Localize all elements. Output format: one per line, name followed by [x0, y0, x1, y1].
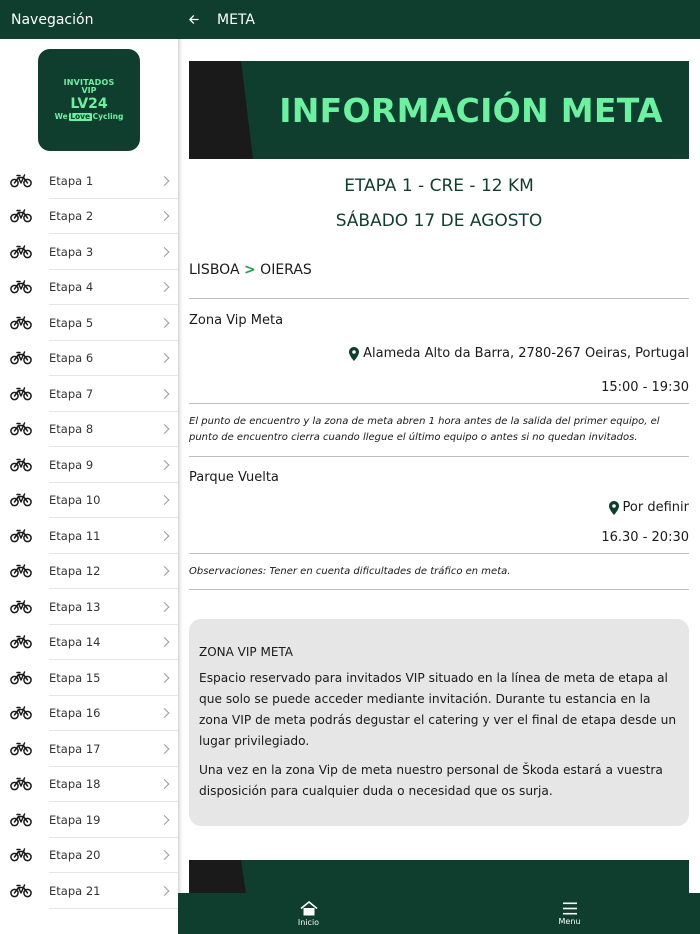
sidebar-item-label: Etapa 21 — [49, 883, 101, 898]
route-separator: > — [243, 262, 256, 278]
bike-icon — [10, 351, 32, 365]
sidebar-item-etapa-2[interactable] — [0, 199, 178, 235]
sidebar-item-etapa-6[interactable] — [0, 341, 178, 377]
sidebar-item-etapa-16[interactable] — [0, 696, 178, 732]
sidebar-item-label: Etapa 1 — [49, 173, 94, 188]
sidebar-item-label: Etapa 7 — [49, 386, 94, 401]
sidebar-item-etapa-19[interactable] — [0, 802, 178, 838]
bike-icon — [10, 316, 32, 330]
page-title: META — [217, 11, 255, 28]
divider — [189, 403, 689, 404]
logo-we: We — [54, 112, 68, 122]
bike-icon — [10, 742, 32, 756]
main-content[interactable] — [178, 39, 700, 893]
bike-icon — [10, 813, 32, 827]
sidebar-item-etapa-4[interactable] — [0, 270, 178, 306]
sidebar-item-etapa-10[interactable] — [0, 483, 178, 519]
route-from: LISBOA — [189, 262, 240, 278]
sidebar-item-etapa-18[interactable] — [0, 767, 178, 803]
bike-icon — [10, 458, 32, 472]
park-note: Observaciones: Tener en cuenta dificultades de tráfico en meta. — [189, 566, 511, 577]
logo-container — [0, 39, 178, 163]
bike-icon — [10, 671, 32, 685]
next-banner — [189, 860, 689, 893]
bike-icon — [10, 777, 32, 791]
top-bar — [178, 0, 700, 39]
sidebar-item-label: Etapa 11 — [49, 528, 101, 543]
bottom-nav — [178, 893, 700, 934]
bike-icon — [10, 422, 32, 436]
stage-list — [0, 163, 178, 909]
vip-zone-hours: 15:00 - 19:30 — [601, 380, 689, 395]
route-to: OIERAS — [260, 262, 312, 278]
park-title: Parque Vuelta — [189, 470, 279, 485]
bike-icon — [10, 848, 32, 862]
sidebar-item-label: Etapa 13 — [49, 599, 101, 614]
back-button[interactable] — [178, 0, 208, 39]
sidebar-item-etapa-20[interactable] — [0, 838, 178, 874]
sidebar-item-label: Etapa 3 — [49, 244, 94, 259]
sidebar-item-etapa-9[interactable] — [0, 447, 178, 483]
info-box-heading: ZONA VIP META — [199, 645, 294, 659]
sidebar-item-label: Etapa 19 — [49, 812, 101, 827]
bike-icon — [10, 493, 32, 507]
sidebar-title: Navegación — [11, 11, 94, 28]
divider — [189, 553, 689, 554]
sidebar-item-label: Etapa 9 — [49, 457, 94, 472]
sidebar-item-etapa-21[interactable] — [0, 873, 178, 909]
sidebar-item-etapa-1[interactable] — [0, 163, 178, 199]
route — [189, 262, 312, 278]
tab-menu[interactable] — [439, 893, 700, 934]
app-logo — [38, 49, 140, 151]
stage-line: ETAPA 1 - CRE - 12 KM — [344, 176, 534, 196]
vip-zone-note: El punto de encuentro y la zona de meta abren 1 hora antes de la salida del primer equipo, el punto de encuentro cierra cuando llegue el último equipo o antes si no quedan invitados. — [189, 416, 660, 443]
bike-icon — [10, 529, 32, 543]
tab-home[interactable] — [178, 893, 439, 934]
bike-icon — [10, 209, 32, 223]
sidebar-item-etapa-11[interactable] — [0, 518, 178, 554]
vip-zone-address-row — [349, 346, 689, 361]
bike-icon — [10, 245, 32, 259]
bike-icon — [10, 174, 32, 188]
divider — [189, 589, 689, 590]
sidebar-item-etapa-14[interactable] — [0, 625, 178, 661]
logo-line-3: LV24 — [70, 95, 108, 112]
map-pin-icon — [609, 501, 619, 515]
banner-title: INFORMACIÓN META — [279, 90, 663, 130]
info-banner — [189, 61, 689, 159]
sidebar-item-label: Etapa 18 — [49, 777, 101, 792]
bike-icon — [10, 635, 32, 649]
sidebar-item-etapa-12[interactable] — [0, 554, 178, 590]
sidebar-item-etapa-15[interactable] — [0, 660, 178, 696]
bike-icon — [10, 706, 32, 720]
tab-home-label: Inicio — [297, 917, 320, 927]
sidebar-item-label: Etapa 8 — [49, 422, 94, 437]
sidebar-item-etapa-13[interactable] — [0, 589, 178, 625]
tab-menu-label: Menu — [558, 916, 581, 926]
park-address: Por definir — [622, 500, 689, 515]
sidebar-item-label: Etapa 16 — [49, 706, 101, 721]
sidebar-item-etapa-17[interactable] — [0, 731, 178, 767]
vip-zone-address: Alameda Alto da Barra, 2780-267 Oeiras, Portugal — [363, 346, 689, 361]
sidebar — [0, 0, 178, 934]
sidebar-header — [0, 0, 178, 39]
banner-dark-stripe — [189, 860, 249, 893]
sidebar-item-label: Etapa 20 — [49, 848, 101, 863]
logo-line-2: VIP — [81, 86, 97, 96]
park-hours: 16.30 - 20:30 — [601, 530, 689, 545]
sidebar-item-label: Etapa 17 — [49, 741, 101, 756]
info-box-paragraph-2: Una vez en la zona Vip de meta nuestro personal de Škoda estará a vuestra disposición para cualquier duda o necesidad que os surja. — [199, 763, 663, 798]
logo-line-1: INVITADOS — [63, 77, 115, 87]
sidebar-item-label: Etapa 12 — [49, 564, 101, 579]
banner-dark-stripe — [189, 61, 253, 159]
sidebar-item-label: Etapa 4 — [49, 280, 94, 295]
divider — [189, 298, 689, 299]
bike-icon — [10, 600, 32, 614]
sidebar-item-label: Etapa 15 — [49, 670, 101, 685]
bike-icon — [10, 884, 32, 898]
sidebar-item-label: Etapa 6 — [49, 351, 94, 366]
logo-line-4 — [55, 113, 124, 121]
sidebar-item-label: Etapa 10 — [49, 493, 101, 508]
park-address-row — [609, 500, 689, 515]
menu-icon — [563, 902, 577, 915]
arrow-left-icon — [188, 14, 199, 25]
home-icon — [300, 901, 318, 916]
bike-icon — [10, 280, 32, 294]
sidebar-item-etapa-3[interactable] — [0, 234, 178, 270]
sidebar-item-etapa-5[interactable] — [0, 305, 178, 341]
sidebar-item-etapa-7[interactable] — [0, 376, 178, 412]
map-pin-icon — [349, 347, 359, 361]
logo-cycling: Cycling — [92, 112, 124, 122]
sidebar-item-label: Etapa 2 — [49, 209, 94, 224]
sidebar-item-label: Etapa 5 — [49, 315, 94, 330]
bike-icon — [10, 387, 32, 401]
info-box-paragraph-1: Espacio reservado para invitados VIP situado en la línea de meta de etapa al que solo se puede acceder mediante invitación. Durante tu estancia en la zona VIP de meta podrás degustar el catering y ver el final de etapa desde un lugar privilegiado. — [199, 671, 677, 748]
sidebar-item-label: Etapa 14 — [49, 635, 101, 650]
sidebar-item-etapa-8[interactable] — [0, 412, 178, 448]
date-line: SÁBADO 17 DE AGOSTO — [335, 211, 543, 231]
vip-info-box — [189, 619, 689, 826]
vip-zone-title: Zona Vip Meta — [189, 313, 284, 328]
divider — [189, 456, 689, 457]
logo-love: Love — [70, 112, 91, 122]
bike-icon — [10, 564, 32, 578]
